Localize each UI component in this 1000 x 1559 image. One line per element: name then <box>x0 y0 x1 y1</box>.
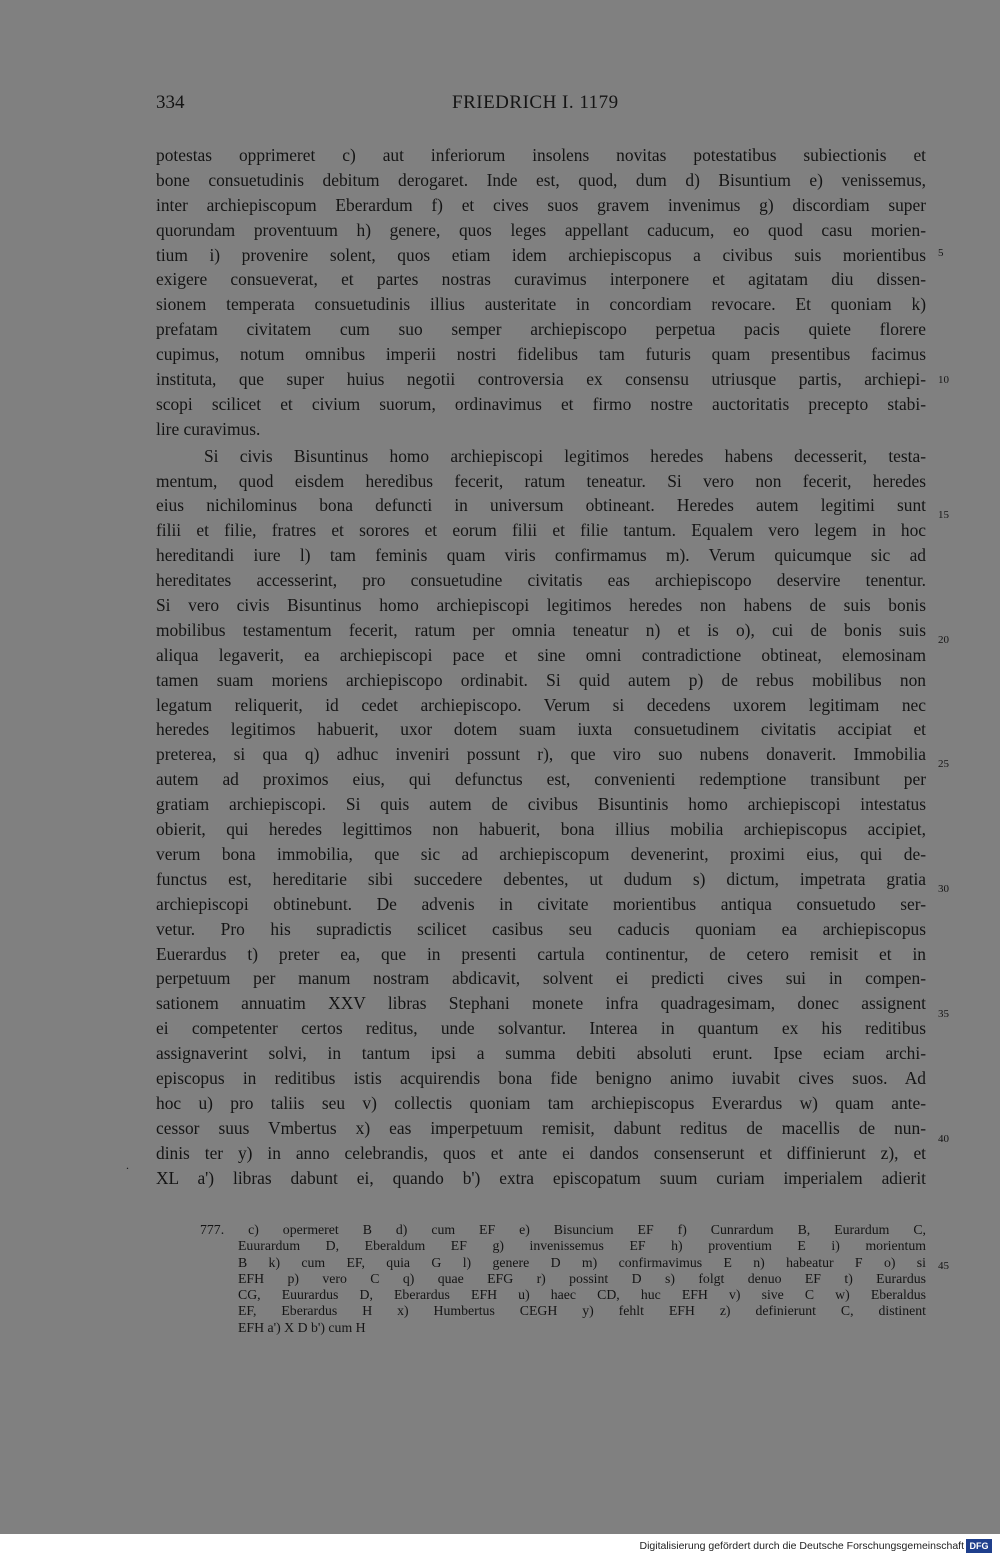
line-number: 45 <box>938 1260 949 1272</box>
footnote-line: 777. c) opermeret B d) cum EF e) Bisuncium EF f) Cunrardum B, Eurardum C, <box>200 1222 926 1237</box>
footnote-line: CG, Euurardus D, Eberardus EFH u) haec CD, huc EFH v) sive C w) Eberaldus <box>238 1287 926 1303</box>
text-line: obierit, qui heredes legittimos non habuerit, bona illius mobilia archiepiscopus accipiet, <box>156 819 926 840</box>
funding-credit: Digitalisierung gefördert durch die Deutsche Forschungsgemeinschaft <box>639 1540 964 1552</box>
text-line: archiepiscopi obtinebunt. De advenis in civitate morientibus antiqua consuetudo ser- <box>156 893 926 914</box>
text-line: sationem annuatim XXV libras Stephani monete infra quadragesimam, donec assignent <box>156 993 926 1014</box>
text-line: sionem temperata consuetudinis illius austeritate in concordiam revocare. Et quoniam k) <box>156 294 926 315</box>
page-number: 334 <box>156 92 185 113</box>
text-line: legatum reliquerit, id cedet archiepiscopo. Verum si decedens uxorem legitimam nec <box>156 694 926 715</box>
text-line: prefatam civitatem cum suo semper archiepiscopo perpetua pacis quiete florere <box>156 319 926 340</box>
text-line: gratiam archiepiscopi. Si quis autem de civibus Bisuntinis homo archiepiscopi intestatus <box>156 794 926 815</box>
critical-apparatus <box>200 1222 926 1336</box>
running-title: FRIEDRICH I. 1179 <box>452 92 619 113</box>
text-line: instituta, que super huius negotii controversia ex consensu utriusque partis, archiepi- <box>156 369 926 390</box>
footnote-line: Euurardum D, Eberaldum EF g) invenissemus EF h) proventium E i) morientum <box>238 1238 926 1254</box>
text-line: hereditandi iure l) tam feminis quam viris confirmamus m). Verum quicumque sic ad <box>156 545 926 566</box>
text-line: potestas opprimeret c) aut inferiorum insolens novitas potestatibus subiectionis et <box>156 145 926 165</box>
line-number: 30 <box>938 883 949 895</box>
text-line: preterea, si qua q) adhuc inveniri possunt r), que viro suo nubens donaverit. Immobilia <box>156 744 926 765</box>
text-line: assignaverint solvi, in tantum ipsi a summa debiti absoluti erunt. Ipse eciam archi- <box>156 1043 926 1064</box>
footnote-line: EFH a') X D b') cum H <box>238 1319 366 1335</box>
line-number: 15 <box>938 509 949 521</box>
text-line: Si vero civis Bisuntinus homo archiepiscopi legitimos heredes non habens de suis bonis <box>156 595 926 616</box>
text-line: heredes legitimos habuerit, uxor dotem suam iuxta consuetudinem civitatis accipiat et <box>156 719 926 740</box>
line-number: 10 <box>938 374 949 386</box>
text-line: Si civis Bisuntinus homo archiepiscopi legitimos heredes habens decesserit, testa- <box>204 445 926 466</box>
dfg-logo-icon: DFG <box>966 1539 992 1553</box>
text-line: cupimus, notum omnibus imperii nostri fidelibus tam futuris quam presentibus facimus <box>156 344 926 365</box>
text-line: mentum, quod eisdem heredibus fecerit, ratum teneatur. Si vero non fecerit, heredes <box>156 470 926 491</box>
text-line: hoc u) pro taliis seu v) collectis quoniam tam archiepiscopus Everardus w) quam ante- <box>156 1092 926 1113</box>
page-header <box>156 92 926 118</box>
text-line: perpetuum per manum nostram abdicavit, solvent ei predicti cives sui in compen- <box>156 968 926 989</box>
text-line: cessor suus Vmbertus x) eas imperpetuum remisit, dabunt reditus de macellis de nun- <box>156 1117 926 1138</box>
text-line: inter archiepiscopum Eberardum f) et cives suos gravem invenimus g) discordiam super <box>156 194 926 215</box>
footnote-line: EF, Eberardus H x) Humbertus CEGH y) fehlt EFH z) definierunt C, distinent <box>238 1303 926 1319</box>
text-line: scopi scilicet et civium suorum, ordinavimus et firmo nostre auctoritatis precepto stabi- <box>156 393 926 414</box>
text-line: Euerardus t) preter ea, que in presenti cartula continentur, de cetero remisit et in <box>156 943 926 964</box>
line-number: 25 <box>938 758 949 770</box>
footnote-line: B k) cum EF, quia G l) genere D m) confirmavimus E n) habeatur F o) si <box>238 1254 926 1270</box>
line-number: 5 <box>938 247 944 259</box>
footer-bar <box>0 1534 1000 1559</box>
text-line: functus est, hereditarie sibi succedere debentes, ut dudum s) dictum, impetrata gratia <box>156 868 926 889</box>
text-line: lire curavimus. <box>156 418 261 439</box>
text-line: mobilibus testamentum fecerit, ratum per omnia teneatur n) et is o), cui de bonis suis <box>156 619 926 640</box>
text-line: tamen suam moriens archiepiscopo ordinabit. Si quid autem p) de rebus mobilibus non <box>156 669 926 690</box>
text-line: exigere consueverat, et partes nostras curavimus interponere et agitatam diu dissen- <box>156 269 926 290</box>
line-number: 20 <box>938 634 949 646</box>
text-line: XL a') libras dabunt ei, quando b') extra episcopatum suum curiam imperialem adierit <box>156 1167 926 1188</box>
text-line: ei competenter certos reditus, unde solvantur. Interea in quantum ex his reditibus <box>156 1018 926 1039</box>
text-line: eius nichilominus bona defuncti in universum obtineant. Heredes autem legitimi sunt <box>156 495 926 516</box>
stray-mark: . <box>126 1158 129 1172</box>
footnote-line: EFH p) vero C q) quae EFG r) possint D s) folgt denuo EF t) Eurardus <box>238 1270 926 1286</box>
text-line: filii et filie, fratres et sorores et eorum filii et filie tantum. Equalem vero legem in hoc <box>156 520 926 541</box>
text-line: verum bona immobilia, que sic ad archiepiscopum devenerint, proximi eius, qui de- <box>156 843 926 864</box>
text-line: bone consuetudinis debitum derogaret. Inde est, quod, dum d) Bisuntium e) venissemus, <box>156 169 926 190</box>
text-line: tium i) provenire solent, quos etiam idem archiepiscopus a civibus suis morientibus <box>156 244 926 265</box>
text-line: hereditates accesserint, pro consuetudine civitatis eas archiepiscopo deservire tenentur. <box>156 570 926 591</box>
line-number: 35 <box>938 1008 949 1020</box>
text-line: vetur. Pro his supradictis scilicet casibus seu caducis quoniam ea archiepiscopus <box>156 918 926 939</box>
text-line: episcopus in reditibus istis acquirendis bona fide benigno animo iuvabit cives suos. Ad <box>156 1067 926 1088</box>
line-number: 40 <box>938 1133 949 1145</box>
text-line: autem ad proximos eius, qui defunctus est, convenienti redemptione transibunt per <box>156 769 926 790</box>
text-line: dinis ter y) in anno celebrandis, quos et ante ei dandos consenserunt et diffinierunt z), et <box>156 1142 926 1163</box>
main-text <box>156 143 926 1215</box>
text-line: quorundam proventuum h) genere, quos leges appellant caducum, eo quod casu morien- <box>156 219 926 240</box>
text-line <box>156 1190 926 1215</box>
text-line: aliqua legaverit, ea archiepiscopi pace et sine omni contradictione obtineat, elemosinam <box>156 644 926 665</box>
